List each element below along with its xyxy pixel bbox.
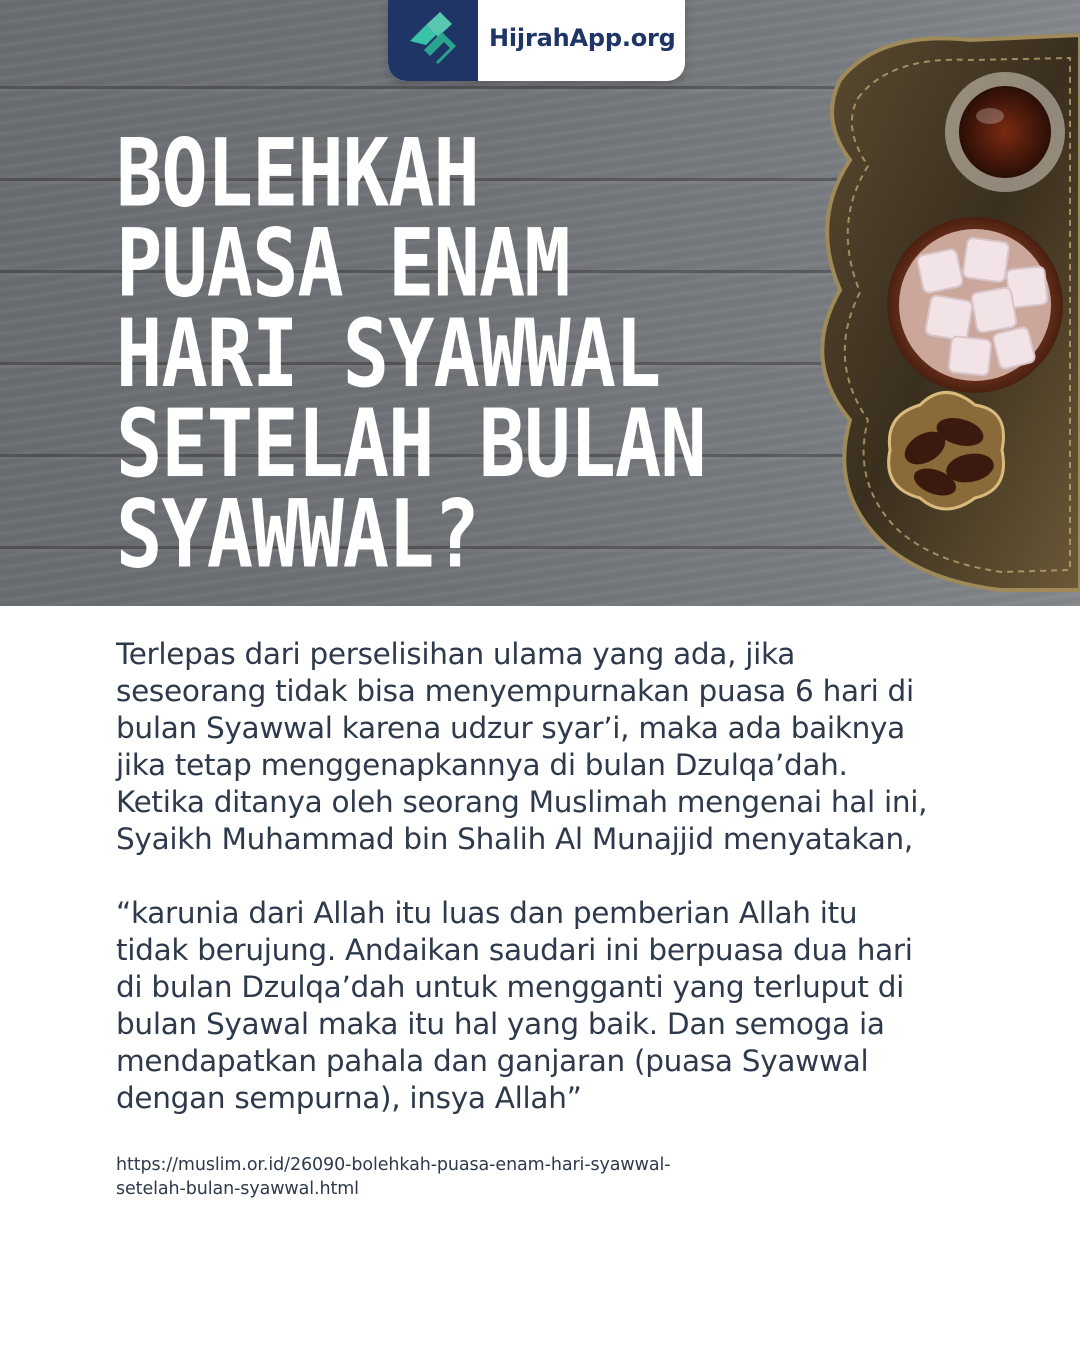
brand-logo[interactable] [388,0,685,81]
tray-illustration [770,20,1080,606]
body-paragraph-quote: “karunia dari Allah itu luas dan pemberian Allah itu tidak berujung. Andaikan saudari ini berpuasa dua hari di bulan Dzulqa’dah untuk mengganti yang terluput di bulan Syawal maka itu hal yang baik. Dan semoga ia mendapatkan pahala dan ganjaran (puasa Syawwal dengan sempurna), insya Allah” [116,896,913,1115]
title-line: SYAWWAL? [116,481,479,590]
brand-name [489,22,676,54]
article-body [116,636,936,1201]
title-line: BOLEHKAH [116,120,479,229]
brand-tld: .org [621,24,676,52]
hero-banner [0,0,1080,606]
title-line: SETELAH BULAN [116,390,706,500]
source-link[interactable]: https://muslim.or.id/26090-bolehkah-puasa-enam-hari-syawwal-setelah-bulan-syawwal.html [116,1155,671,1199]
brand-name-regular: Hijrah [489,24,570,52]
body-paragraph-intro: Terlepas dari perselisihan ulama yang ada, jika seseorang tidak bisa menyempurnakan puasa 6 hari di bulan Syawwal karena udzur syar’i, maka ada baiknya jika tetap menggenapkannya di bulan Dzulqa’dah. Ketika ditanya oleh seorang Muslimah mengenai hal ini, Syaikh Muhammad bin Shalih Al Munajjid menyatakan, [116,637,928,856]
hijrahapp-logo-icon [388,0,478,81]
brand-name-bold: App [569,24,622,52]
page-title [116,120,796,590]
title-line: PUASA ENAM [116,210,570,319]
title-line: HARI SYAWWAL [116,300,661,410]
